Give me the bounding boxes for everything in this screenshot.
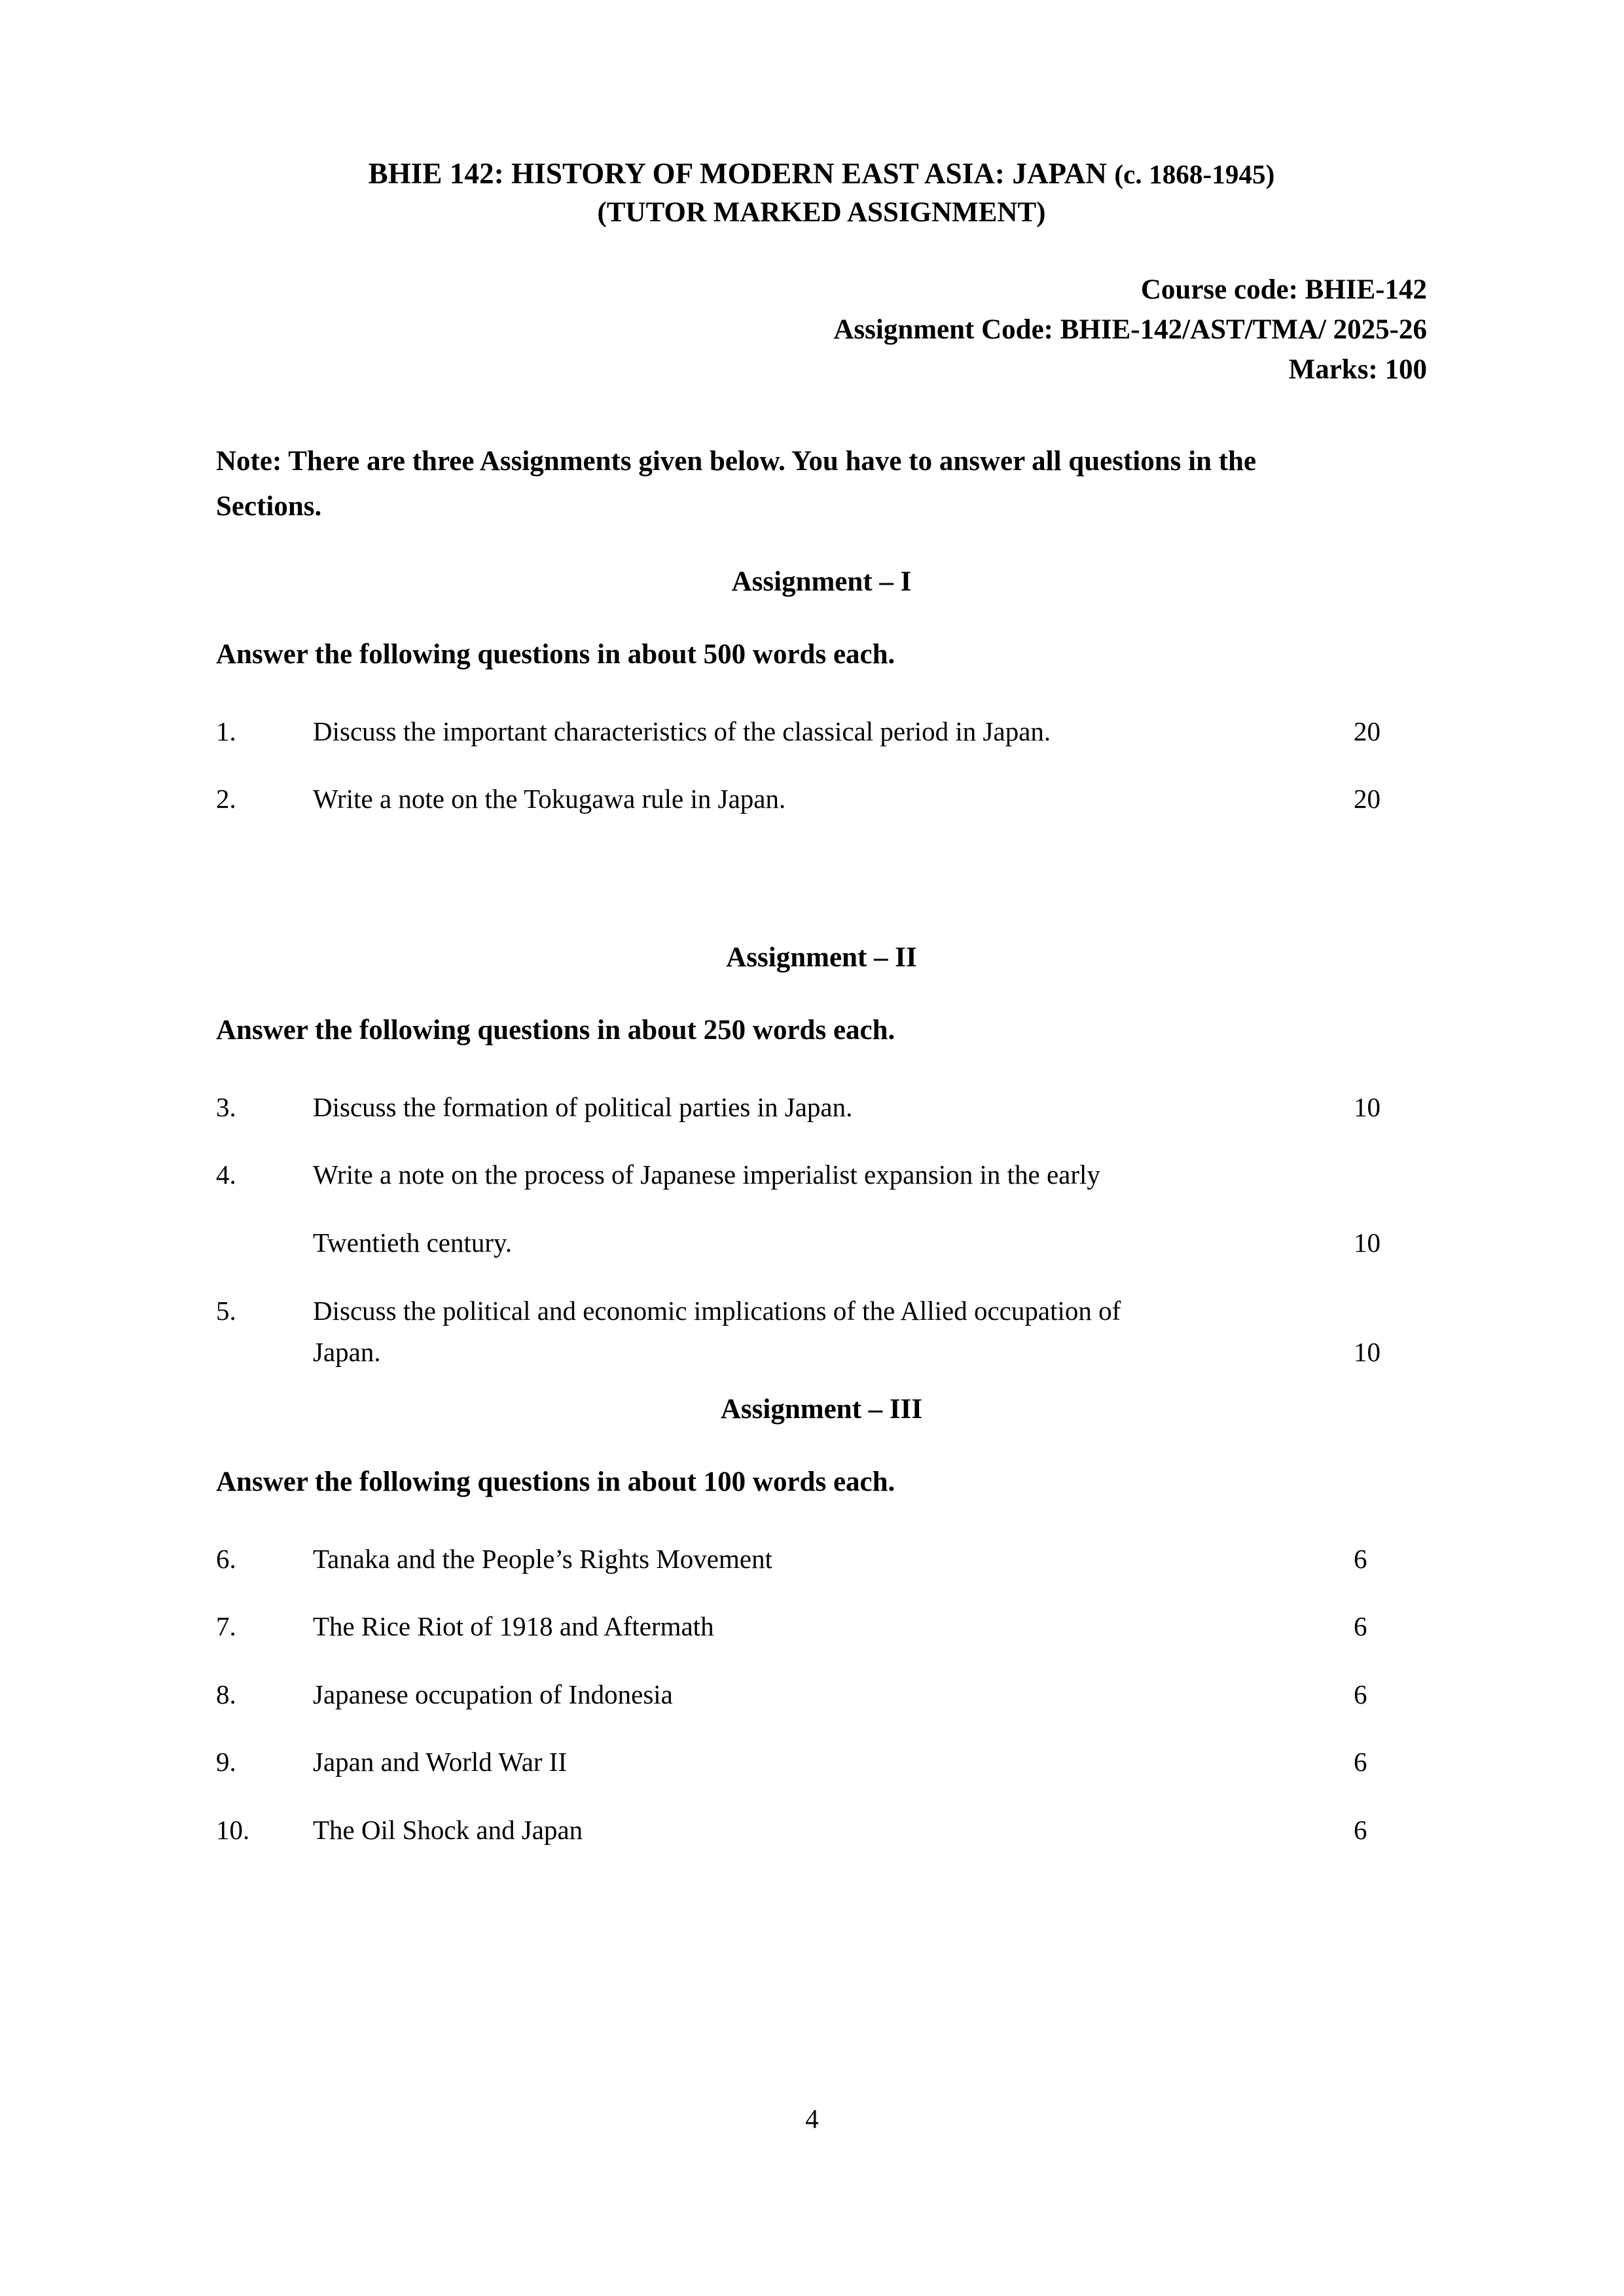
section-heading-3: Assignment – III — [720, 1393, 923, 1425]
question-row — [216, 1810, 1427, 1851]
section-heading-1: Assignment – I — [731, 566, 912, 597]
question-text: Discuss the important characteristics of the classical period in Japan. — [313, 716, 1051, 746]
document-title-main: BHIE 142: HISTORY OF MODERN EAST ASIA: JAPAN — [368, 157, 1107, 190]
question-marks: 20 — [1354, 716, 1380, 746]
question-number: 9. — [216, 1747, 236, 1777]
question-number: 4. — [216, 1159, 236, 1190]
question-text-line2: Twentieth century. — [313, 1228, 513, 1258]
question-row — [216, 778, 1427, 820]
question-number: 7. — [216, 1611, 236, 1642]
question-number: 8. — [216, 1679, 236, 1709]
question-marks: 10 — [1354, 1337, 1380, 1368]
section-heading-2: Assignment – II — [726, 941, 917, 973]
question-text — [313, 1290, 1354, 1374]
document-title — [216, 155, 1427, 193]
question-marks: 6 — [1354, 1679, 1367, 1709]
question-text-line2: Japan. — [313, 1337, 381, 1368]
document-title-dates: (c. 1868-1945) — [1114, 159, 1275, 189]
question-text: The Rice Riot of 1918 and Aftermath — [313, 1611, 714, 1642]
question-marks: 6 — [1354, 1814, 1367, 1845]
course-code: Course code: BHIE-142 — [1140, 274, 1427, 306]
question-text: Japanese occupation of Indonesia — [313, 1679, 673, 1709]
question-number: 3. — [216, 1091, 236, 1122]
section-instruction-1: Answer the following questions in about 500 words each. — [216, 638, 895, 670]
question-row — [216, 1154, 1427, 1264]
question-row — [216, 1606, 1427, 1648]
question-text-line1: Discuss the political and economic implications of the Allied occupation of — [313, 1295, 1121, 1326]
question-row — [216, 1741, 1427, 1783]
question-row — [216, 711, 1427, 753]
question-number: 2. — [216, 784, 236, 814]
question-number: 1. — [216, 716, 236, 746]
question-marks: 6 — [1354, 1611, 1367, 1642]
question-row — [216, 1087, 1427, 1129]
section-instruction-2: Answer the following questions in about 250 words each. — [216, 1014, 895, 1046]
section-instruction-3: Answer the following questions in about 100 words each. — [216, 1466, 895, 1497]
title-block — [216, 0, 1427, 230]
document-content — [216, 0, 1427, 1851]
course-meta-block — [216, 270, 1427, 390]
question-marks: 6 — [1354, 1747, 1367, 1777]
question-marks: 6 — [1354, 1543, 1367, 1574]
assignment-code: Assignment Code: BHIE-142/AST/TMA/ 2025-26 — [833, 314, 1427, 346]
question-text-line1: Write a note on the process of Japanese imperialist expansion in the early — [313, 1159, 1100, 1190]
question-number: 10. — [216, 1814, 250, 1845]
total-marks: Marks: 100 — [1288, 354, 1427, 386]
question-number: 6. — [216, 1543, 236, 1574]
document-subtitle: (TUTOR MARKED ASSIGNMENT) — [597, 196, 1046, 228]
question-marks: 10 — [1354, 1091, 1380, 1122]
question-text: Japan and World War II — [313, 1747, 568, 1777]
question-text — [313, 1154, 1354, 1264]
note-paragraph: Note: There are three Assignments given below. You have to answer all questions in the Sections. — [216, 445, 1257, 522]
question-text: Discuss the formation of political parties in Japan. — [313, 1091, 853, 1122]
question-row — [216, 1290, 1427, 1374]
question-text: The Oil Shock and Japan — [313, 1814, 583, 1845]
question-marks: 20 — [1354, 784, 1380, 814]
question-text: Write a note on the Tokugawa rule in Japan. — [313, 784, 786, 814]
question-text: Tanaka and the People’s Rights Movement — [313, 1543, 772, 1574]
question-marks: 10 — [1354, 1228, 1380, 1258]
question-row — [216, 1674, 1427, 1716]
question-row — [216, 1539, 1427, 1580]
page-number: 4 — [805, 2104, 819, 2134]
question-number: 5. — [216, 1295, 236, 1326]
